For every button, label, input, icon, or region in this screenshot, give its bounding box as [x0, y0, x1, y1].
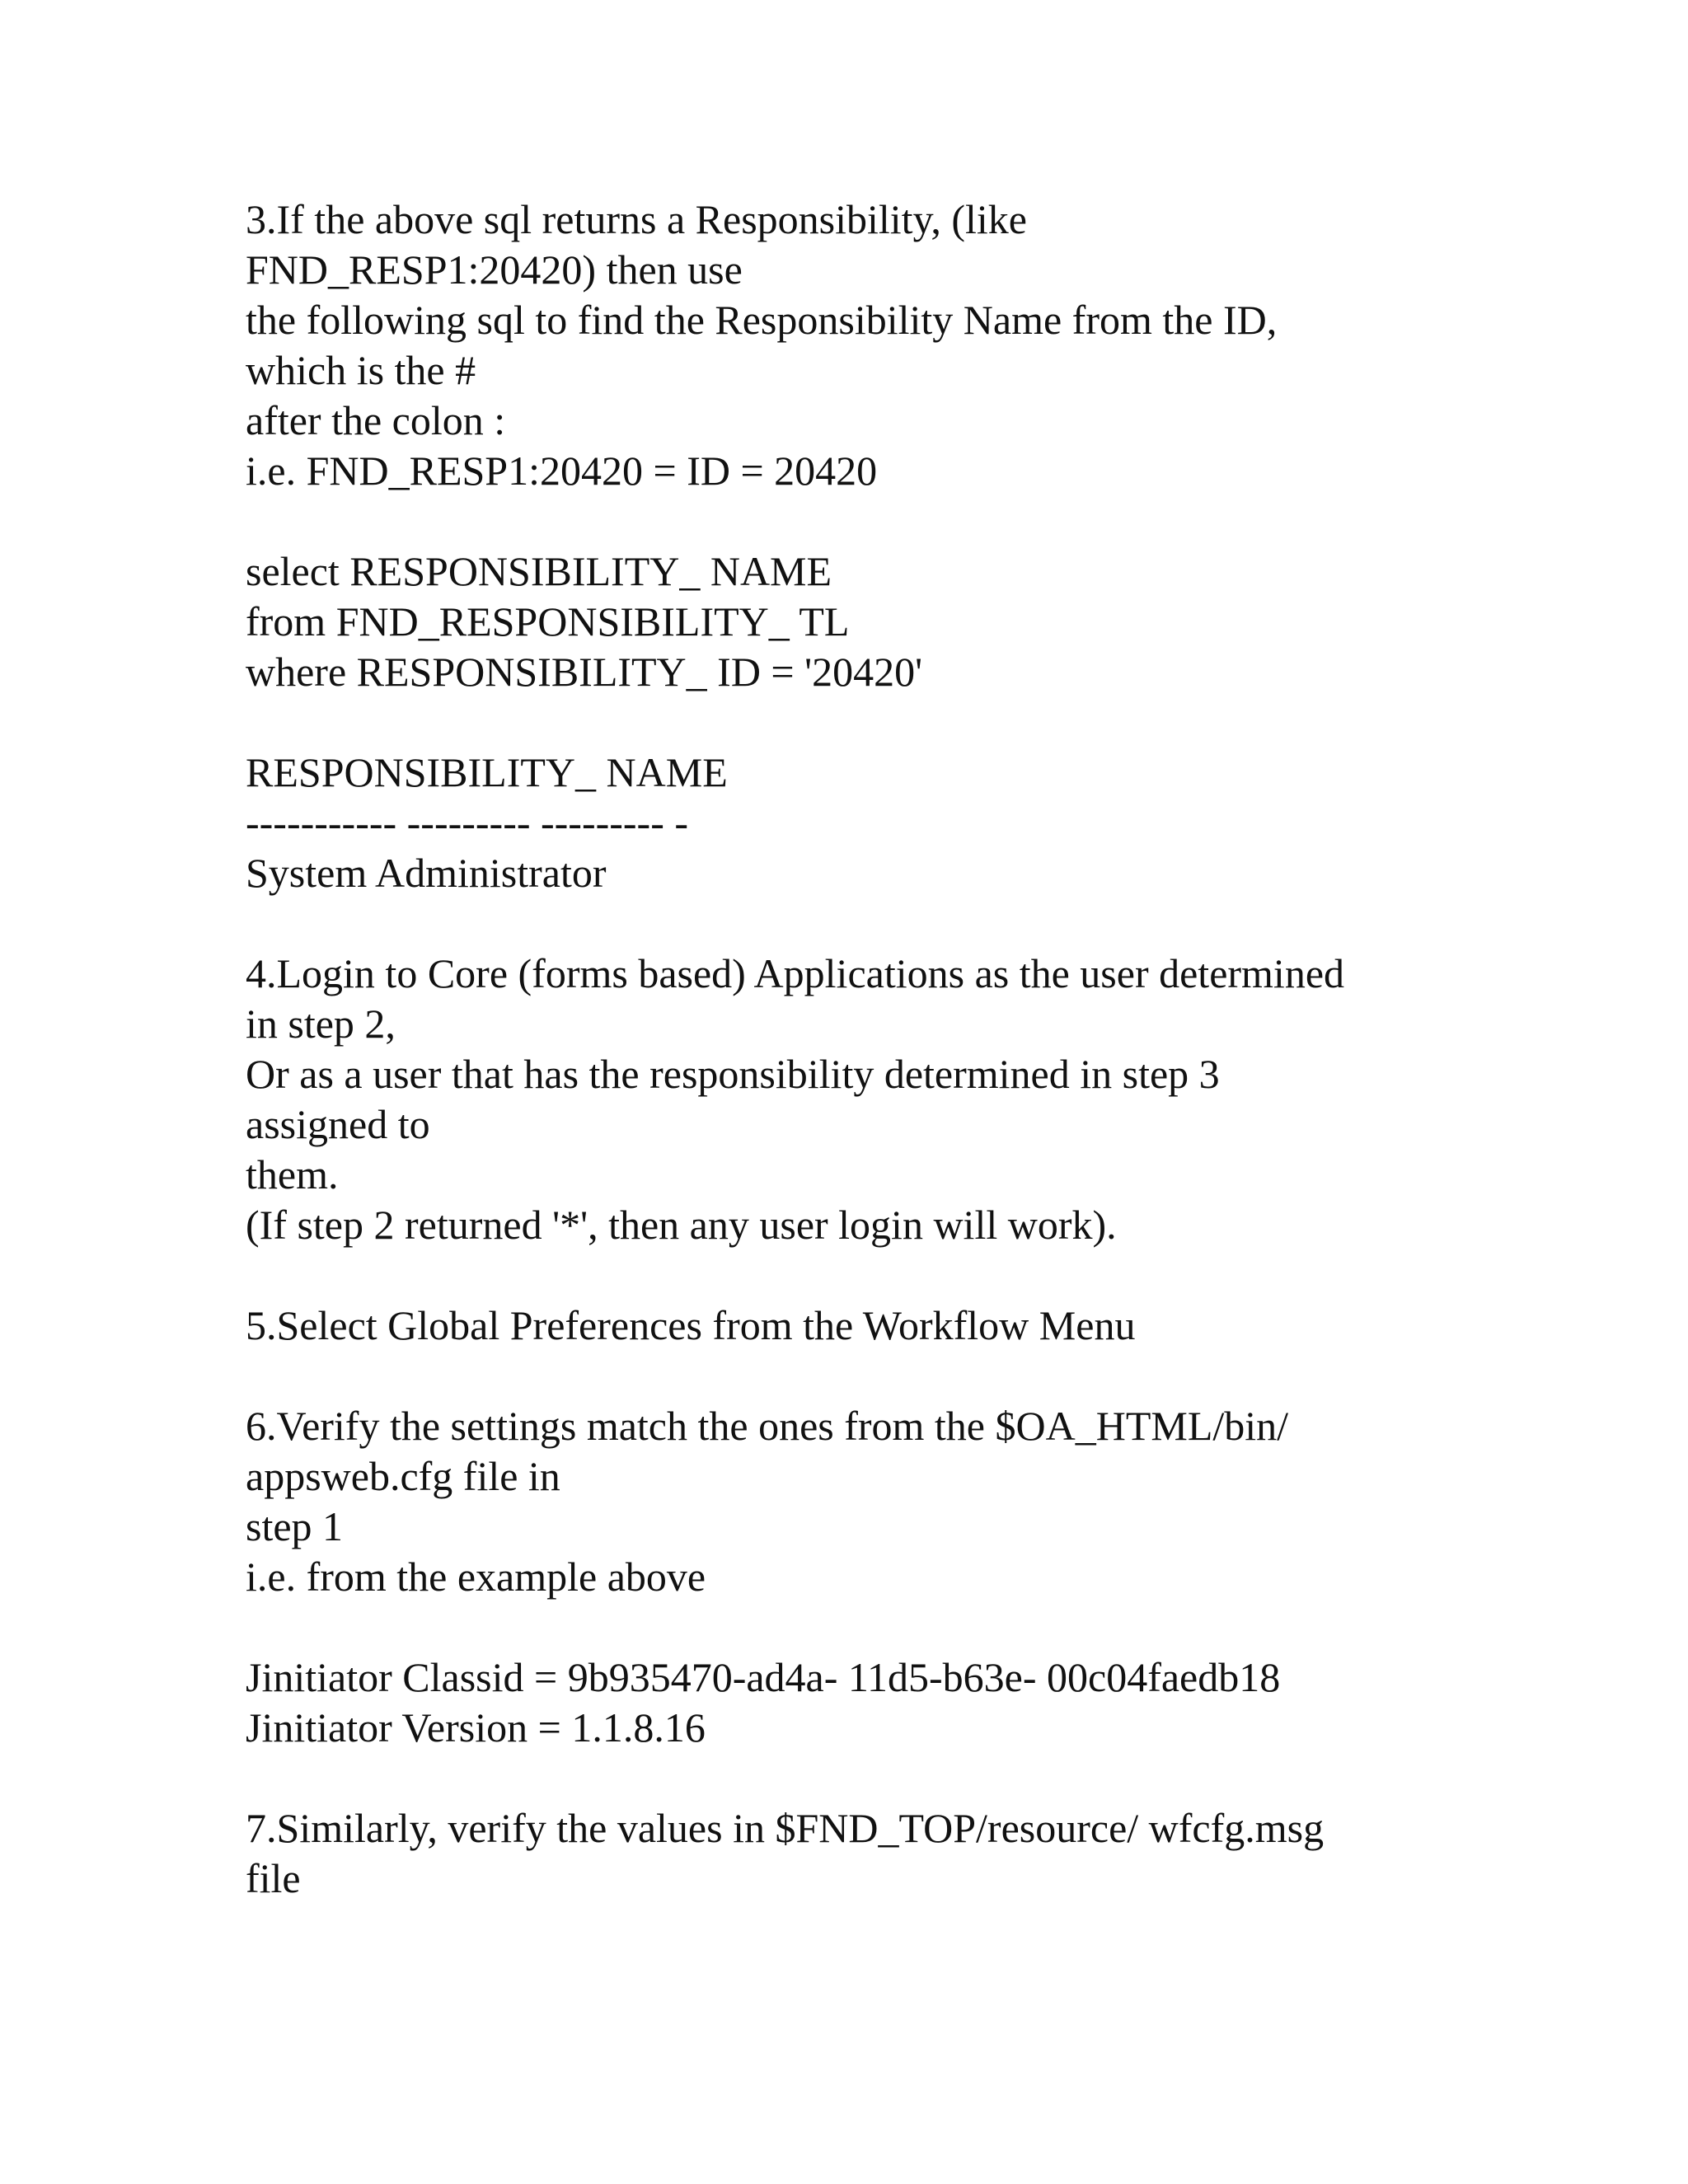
- paragraph-gap: [246, 697, 1482, 748]
- step-7-paragraph: [246, 1803, 1482, 1904]
- text-line: Jinitiator Version = 1.1.8.16: [246, 1704, 706, 1750]
- text-line: file: [246, 1855, 301, 1901]
- text-line: from FND_RESPONSIBILITY_ TL: [246, 598, 850, 644]
- text-line: 3.If the above sql returns a Responsibility, (like: [246, 196, 1027, 242]
- step-3-paragraph: [246, 194, 1482, 496]
- paragraph-gap: [246, 1351, 1482, 1401]
- text-line: which is the #: [246, 347, 476, 393]
- text-line: 6.Verify the settings match the ones from the $OA_HTML/bin/: [246, 1403, 1289, 1449]
- paragraph-gap: [246, 1250, 1482, 1301]
- text-line: ----------- --------- --------- -: [246, 799, 689, 846]
- text-line: 4.Login to Core (forms based) Applications as the user determined: [246, 950, 1345, 996]
- paragraph-gap: [246, 496, 1482, 546]
- text-line: RESPONSIBILITY_ NAME: [246, 749, 728, 795]
- text-line: i.e. FND_RESP1:20420 = ID = 20420: [246, 448, 878, 494]
- text-line: step 1: [246, 1503, 344, 1549]
- jinitiator-settings-block: [246, 1652, 1482, 1753]
- text-line: the following sql to find the Responsibility Name from the ID,: [246, 297, 1278, 343]
- text-line: assigned to: [246, 1101, 430, 1147]
- text-line: select RESPONSIBILITY_ NAME: [246, 548, 832, 594]
- step-4-paragraph: [246, 949, 1482, 1250]
- paragraph-gap: [246, 898, 1482, 949]
- text-line: i.e. from the example above: [246, 1554, 706, 1600]
- paragraph-gap: [246, 1753, 1482, 1803]
- document-body: [246, 194, 1482, 1904]
- text-line: in step 2,: [246, 1001, 396, 1047]
- sql-result-block: [246, 748, 1482, 898]
- paragraph-gap: [246, 1602, 1482, 1652]
- step-6-paragraph: [246, 1401, 1482, 1602]
- step-5-paragraph: [246, 1301, 1482, 1351]
- text-line: appsweb.cfg file in: [246, 1453, 560, 1499]
- text-line: (If step 2 returned '*', then any user login will work).: [246, 1202, 1117, 1248]
- text-line: Or as a user that has the responsibility determined in step 3: [246, 1051, 1220, 1097]
- text-line: System Administrator: [246, 850, 607, 896]
- text-line: where RESPONSIBILITY_ ID = '20420': [246, 649, 923, 695]
- text-line: 5.Select Global Preferences from the Workflow Menu: [246, 1302, 1136, 1348]
- text-line: 7.Similarly, verify the values in $FND_TOP/resource/ wfcfg.msg: [246, 1805, 1325, 1851]
- text-line: Jinitiator Classid = 9b935470-ad4a- 11d5-b63e- 00c04faedb18: [246, 1654, 1281, 1700]
- text-line: FND_RESP1:20420) then use: [246, 246, 743, 293]
- text-line: them.: [246, 1151, 339, 1197]
- sql-query-block: [246, 546, 1482, 697]
- text-line: after the colon :: [246, 397, 506, 443]
